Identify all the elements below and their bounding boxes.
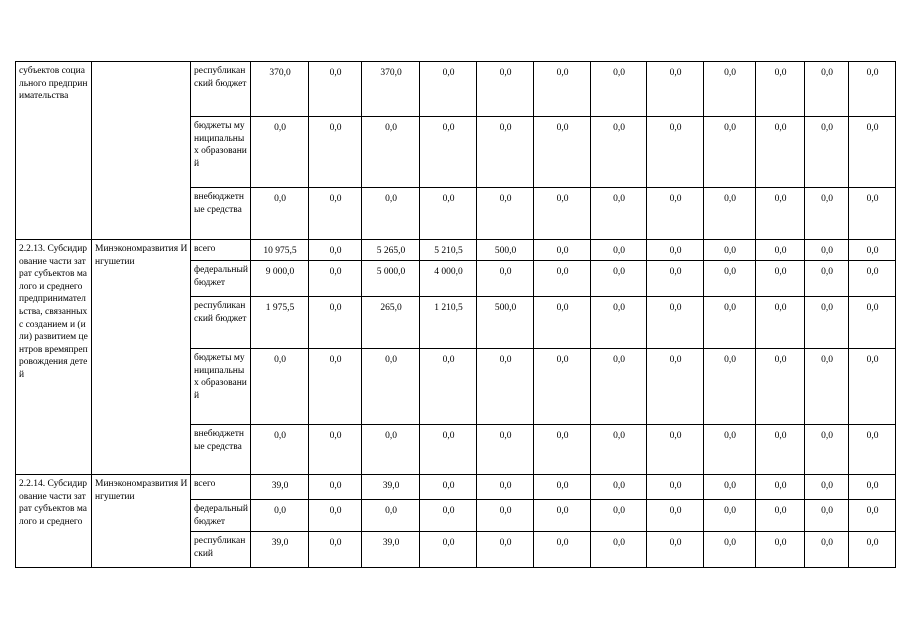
value-cell: 0,0 [805,188,849,240]
value-cell: 1 975,5 [251,297,309,349]
value-cell: 0,0 [805,349,849,425]
value-cell: 39,0 [251,475,309,500]
value-cell: 0,0 [591,188,647,240]
value-cell: 0,0 [756,425,805,475]
funding-source: республиканский бюджет [191,297,251,349]
value-cell: 0,0 [591,475,647,500]
value-cell: 0,0 [849,297,896,349]
value-cell: 0,0 [849,117,896,188]
value-cell: 0,0 [805,500,849,532]
value-cell: 0,0 [849,532,896,568]
value-cell: 0,0 [251,117,309,188]
funding-source: республиканский бюджет [191,62,251,117]
funding-source: всего [191,240,251,261]
value-cell: 0,0 [805,297,849,349]
value-cell: 0,0 [477,188,534,240]
value-cell: 0,0 [534,117,591,188]
responsible-executor [92,62,191,240]
value-cell: 0,0 [477,349,534,425]
value-cell: 0,0 [704,500,756,532]
value-cell: 0,0 [756,349,805,425]
value-cell: 0,0 [251,349,309,425]
funding-source: внебюджетные средства [191,425,251,475]
value-cell: 0,0 [477,500,534,532]
value-cell: 0,0 [647,188,704,240]
value-cell: 39,0 [362,532,420,568]
value-cell: 0,0 [362,425,420,475]
value-cell: 0,0 [704,297,756,349]
value-cell: 0,0 [309,297,362,349]
value-cell: 0,0 [534,349,591,425]
value-cell: 0,0 [420,500,477,532]
value-cell: 500,0 [477,297,534,349]
value-cell: 0,0 [647,425,704,475]
value-cell: 0,0 [756,297,805,349]
value-cell: 5 210,5 [420,240,477,261]
value-cell: 0,0 [704,532,756,568]
value-cell: 0,0 [534,297,591,349]
value-cell: 0,0 [591,62,647,117]
value-cell: 0,0 [647,117,704,188]
value-cell: 0,0 [477,425,534,475]
value-cell: 0,0 [534,240,591,261]
value-cell: 0,0 [309,62,362,117]
value-cell: 0,0 [591,240,647,261]
funding-source: республиканский [191,532,251,568]
value-cell: 0,0 [251,425,309,475]
value-cell: 0,0 [477,532,534,568]
value-cell: 265,0 [362,297,420,349]
value-cell: 0,0 [591,297,647,349]
value-cell: 0,0 [362,188,420,240]
value-cell: 0,0 [591,532,647,568]
value-cell: 0,0 [251,188,309,240]
value-cell: 0,0 [477,261,534,297]
value-cell: 0,0 [591,261,647,297]
value-cell: 0,0 [420,117,477,188]
value-cell: 4 000,0 [420,261,477,297]
measure-name: 2.2.14. Субсидирование части затрат субъектов малого и среднего [16,475,92,568]
value-cell: 0,0 [534,500,591,532]
value-cell: 370,0 [251,62,309,117]
measure-name: субъектов социального предпринимательства [16,62,92,240]
value-cell: 0,0 [805,62,849,117]
value-cell: 0,0 [309,475,362,500]
value-cell: 0,0 [805,532,849,568]
value-cell: 0,0 [647,62,704,117]
value-cell: 10 975,5 [251,240,309,261]
value-cell: 0,0 [647,240,704,261]
value-cell: 0,0 [362,500,420,532]
value-cell: 0,0 [477,475,534,500]
value-cell: 0,0 [849,240,896,261]
value-cell: 0,0 [534,261,591,297]
value-cell: 0,0 [849,475,896,500]
responsible-executor: Минэкономразвития Ингушетии [92,240,191,475]
value-cell: 0,0 [647,261,704,297]
value-cell: 0,0 [534,188,591,240]
value-cell: 0,0 [756,500,805,532]
value-cell: 0,0 [704,62,756,117]
value-cell: 0,0 [309,261,362,297]
funding-source: бюджеты муниципальных образований [191,117,251,188]
value-cell: 0,0 [309,532,362,568]
value-cell: 0,0 [805,240,849,261]
value-cell: 0,0 [309,188,362,240]
value-cell: 0,0 [756,532,805,568]
budget-table [15,61,896,568]
value-cell: 0,0 [591,117,647,188]
value-cell: 0,0 [420,62,477,117]
value-cell: 0,0 [756,62,805,117]
funding-source: всего [191,475,251,500]
funding-source: бюджеты муниципальных образований [191,349,251,425]
value-cell: 0,0 [309,240,362,261]
value-cell: 0,0 [849,425,896,475]
value-cell: 0,0 [534,532,591,568]
value-cell: 0,0 [805,475,849,500]
value-cell: 0,0 [362,117,420,188]
responsible-executor: Минэкономразвития Ингушетии [92,475,191,568]
value-cell: 0,0 [534,62,591,117]
value-cell: 0,0 [704,475,756,500]
value-cell: 0,0 [704,240,756,261]
value-cell: 0,0 [647,349,704,425]
value-cell: 0,0 [309,349,362,425]
value-cell: 0,0 [704,188,756,240]
value-cell: 0,0 [756,475,805,500]
value-cell: 0,0 [420,532,477,568]
value-cell: 0,0 [805,117,849,188]
value-cell: 0,0 [756,188,805,240]
value-cell: 0,0 [704,261,756,297]
value-cell: 0,0 [420,475,477,500]
table-row [16,62,896,117]
value-cell: 0,0 [647,475,704,500]
value-cell: 0,0 [704,349,756,425]
value-cell: 0,0 [756,117,805,188]
value-cell: 0,0 [849,500,896,532]
value-cell: 0,0 [477,62,534,117]
value-cell: 0,0 [309,500,362,532]
value-cell: 0,0 [534,425,591,475]
value-cell: 0,0 [756,240,805,261]
value-cell: 0,0 [309,117,362,188]
value-cell: 0,0 [647,500,704,532]
value-cell: 0,0 [309,425,362,475]
funding-source: федеральный бюджет [191,261,251,297]
value-cell: 0,0 [805,261,849,297]
value-cell: 9 000,0 [251,261,309,297]
value-cell: 500,0 [477,240,534,261]
value-cell: 0,0 [591,425,647,475]
funding-source: федеральный бюджет [191,500,251,532]
value-cell: 0,0 [704,425,756,475]
value-cell: 0,0 [849,62,896,117]
value-cell: 0,0 [477,117,534,188]
value-cell: 0,0 [756,261,805,297]
value-cell: 370,0 [362,62,420,117]
value-cell: 0,0 [805,425,849,475]
value-cell: 0,0 [849,349,896,425]
value-cell: 39,0 [251,532,309,568]
funding-source: внебюджетные средства [191,188,251,240]
value-cell: 0,0 [251,500,309,532]
value-cell: 1 210,5 [420,297,477,349]
measure-name: 2.2.13. Субсидирование части затрат субъектов малого и среднего предпринимательства, связанных с созданием и (или) развитием центров времяпрепровождения детей [16,240,92,475]
value-cell: 0,0 [591,349,647,425]
value-cell: 5 265,0 [362,240,420,261]
value-cell: 0,0 [420,188,477,240]
value-cell: 0,0 [704,117,756,188]
value-cell: 0,0 [362,349,420,425]
value-cell: 0,0 [534,475,591,500]
value-cell: 0,0 [849,261,896,297]
value-cell: 0,0 [647,297,704,349]
value-cell: 0,0 [420,349,477,425]
value-cell: 0,0 [849,188,896,240]
value-cell: 0,0 [591,500,647,532]
value-cell: 0,0 [420,425,477,475]
table-row [16,475,896,500]
value-cell: 0,0 [647,532,704,568]
value-cell: 5 000,0 [362,261,420,297]
table-row [16,240,896,261]
value-cell: 39,0 [362,475,420,500]
